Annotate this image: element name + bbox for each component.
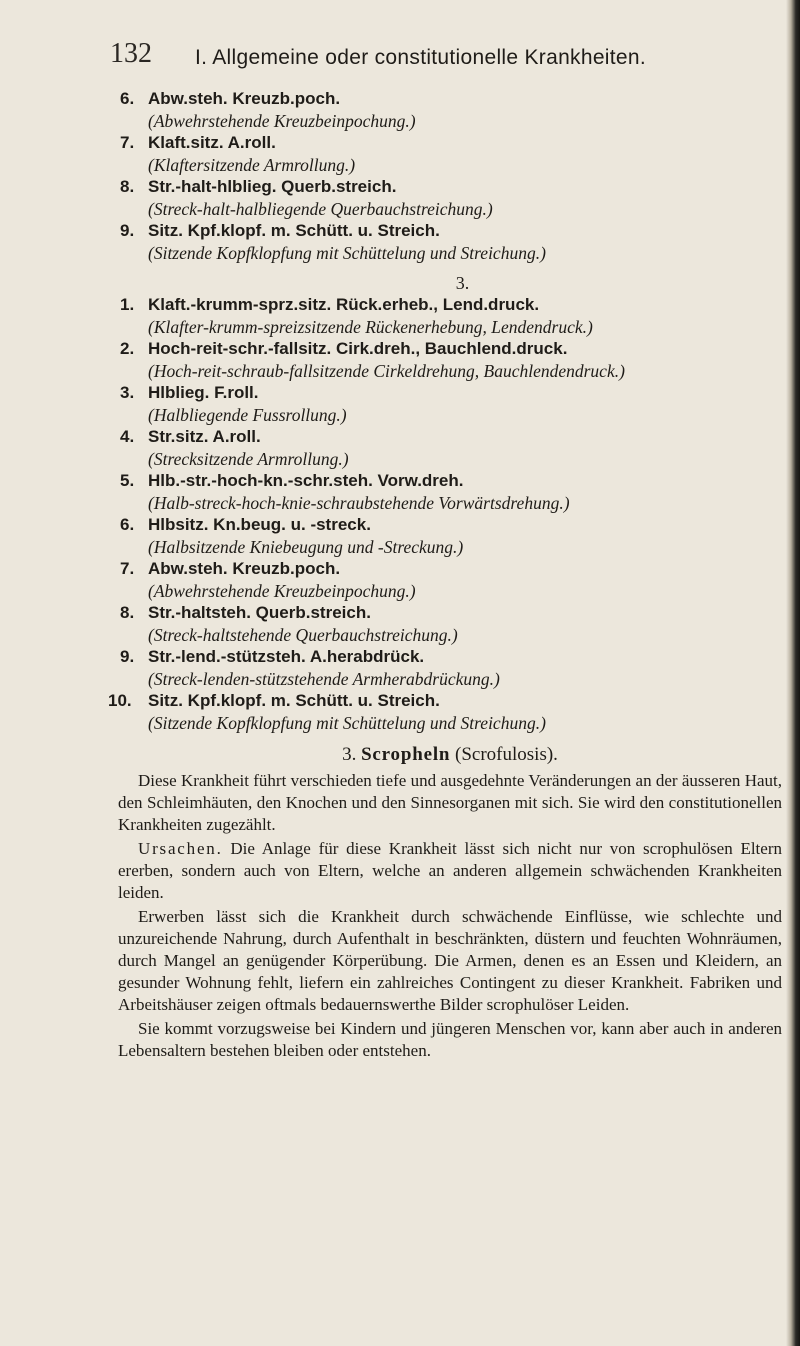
exercise-entry [120,220,780,264]
entry-full-name: (Klaftersitzende Armrollung.) [148,155,356,175]
exercise-entry [120,558,780,602]
entry-number: 9. [120,221,135,240]
entry-full-name: (Strecksitzende Armrollung.) [148,449,349,469]
entry-abbreviation: Sitz. Kpf.klopf. m. Schütt. u. Streich. [148,691,440,710]
entry-full-name: (Hoch-reit-schraub-fallsitzende Cirkeldrehung, Bauchlendendruck.) [148,361,625,381]
page-number: 132 [110,38,152,69]
entry-abbreviation: Sitz. Kpf.klopf. m. Schütt. u. Streich. [148,221,440,240]
exercise-entry [120,294,780,338]
exercise-entry [120,88,780,132]
entry-abbreviation: Abw.steh. Kreuzb.poch. [148,89,341,108]
causes-label: Ursachen. [138,839,223,858]
page-header [0,38,780,78]
entry-abbreviation: Klaft.-krumm-sprz.sitz. Rück.erheb., Lend.druck. [148,295,540,314]
entry-abbreviation: Str.-lend.-stützsteh. A.herabdrück. [148,647,425,666]
entry-number: 8. [120,603,135,622]
entry-full-name: (Halb-streck-hoch-knie-schraubstehende Vorwärtsdrehung.) [148,493,570,513]
entry-number: 8. [120,177,135,196]
section-title: Scropheln [361,744,451,765]
exercise-entry [120,514,780,558]
running-title: I. Allgemeine oder constitutionelle Krankheiten. [195,46,647,69]
entry-full-name: (Abwehrstehende Kreuzbeinpochung.) [148,111,416,131]
entry-full-name: (Halbsitzende Kniebeugung und -Streckung.) [148,537,464,557]
page-content [108,88,782,1062]
entry-number: 6. [120,89,135,108]
exercise-list-continued [120,88,780,264]
entry-number: 4. [120,427,135,446]
entry-abbreviation: Str.-halt-hlblieg. Querb.streich. [148,177,397,196]
paragraph-acquired: Erwerben lässt sich die Krankheit durch schwächende Einflüsse, wie schlechte und unzureichende Nahrung, durch Aufenthalt in beschränkten, düstern und feuchten Wohnräumen, durch Mangel an genügender Körperübung. Die Armen, denen es an Essen und Kleidern, an gesunder Wohnung fehlt, liefern ein zahlreiches Contingent zu dieser Krankheit. Fabriken und Arbeitshäuser zeigen oftmals bedauernswerthe Bilder scrophulöser Leiden. [118,907,782,1014]
entry-abbreviation: Hoch-reit-schr.-fallsitz. Cirk.dreh., Bauchlend.druck. [148,339,568,358]
exercise-entry [120,382,780,426]
entry-abbreviation: Hlblieg. F.roll. [148,383,259,402]
exercise-list-3 [108,294,780,734]
paragraph-intro: Diese Krankheit führt verschieden tiefe und ausgedehnte Veränderungen an der äusseren Haut, den Schleimhäuten, den Knochen und den Sinnesorganen mit sich. Sie wird den constitutionellen Krankheiten zugezählt. [118,771,782,834]
section-number: 3. [342,744,357,765]
entry-number: 10. [108,691,132,710]
entry-full-name: (Streck-haltstehende Querbauchstreichung.) [148,625,458,645]
exercise-entry [120,176,780,220]
entry-number: 2. [120,339,135,358]
exercise-entry [120,602,780,646]
exercise-entry [120,426,780,470]
entry-abbreviation: Hlb.-str.-hoch-kn.-schr.steh. Vorw.dreh. [148,471,464,490]
entry-number: 6. [120,515,135,534]
entry-number: 7. [120,133,135,152]
entry-number: 5. [120,471,135,490]
entry-number: 9. [120,647,135,666]
entry-number: 7. [120,559,135,578]
section-subtitle: (Scrofulosis). [455,744,558,765]
entry-full-name: (Sitzende Kopfklopfung mit Schüttelung und Streichung.) [148,243,546,263]
exercise-entry [120,338,780,382]
causes-text: Die Anlage für diese Krankheit lässt sich nicht nur von scrophulösen Eltern ererben, sondern auch von Eltern, welche an anderen allgemein schwächenden Krankheiten leiden. [118,839,782,902]
entry-full-name: (Streck-lenden-stützstehende Armherabdrückung.) [148,669,500,689]
entry-abbreviation: Str.-haltsteh. Querb.streich. [148,603,371,622]
entry-full-name: (Streck-halt-halbliegende Querbauchstreichung.) [148,199,493,219]
exercise-set-number: 3. [455,273,470,293]
exercise-entry [120,132,780,176]
exercise-entry [120,646,780,690]
entry-abbreviation: Klaft.sitz. A.roll. [148,133,276,152]
entry-full-name: (Halbliegende Fussrollung.) [148,405,347,425]
section-heading [120,742,780,768]
entry-number: 3. [120,383,135,402]
exercise-entry [120,470,780,514]
exercise-entry [108,690,780,734]
entry-full-name: (Abwehrstehende Kreuzbeinpochung.) [148,581,416,601]
paragraph-age: Sie kommt vorzugsweise bei Kindern und jüngeren Menschen vor, kann aber auch in anderen Lebensaltern bestehen bleiben oder entstehen. [118,1019,782,1060]
entry-abbreviation: Str.sitz. A.roll. [148,427,261,446]
book-spine-shadow [786,0,800,1346]
paragraph-causes [118,838,782,904]
entry-number: 1. [120,295,135,314]
entry-full-name: (Sitzende Kopfklopfung mit Schüttelung und Streichung.) [148,713,546,733]
entry-abbreviation: Abw.steh. Kreuzb.poch. [148,559,341,578]
entry-full-name: (Klafter-krumm-spreizsitzende Rückenerhebung, Lendendruck.) [148,317,593,337]
entry-abbreviation: Hlbsitz. Kn.beug. u. -streck. [148,515,371,534]
